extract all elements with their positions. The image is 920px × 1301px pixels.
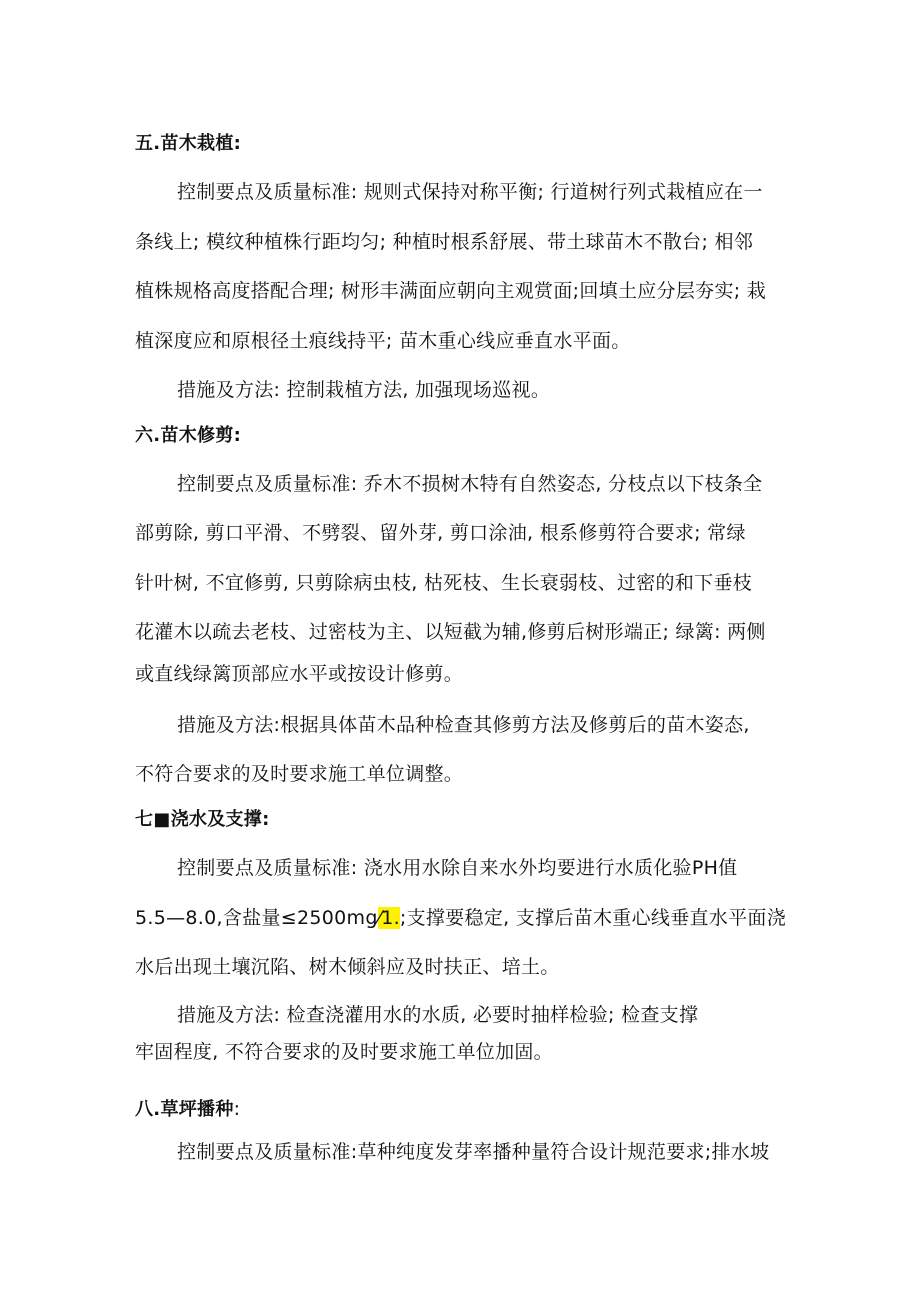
section-7-line-2-end: ;支撑要稳定, 支撑后苗木重心线垂直水平面浇 — [399, 907, 787, 929]
section-5-line-3: 植株规格高度搭配合理; 树形丰满面应朝向主观赏面;回填土应分层夯实; 栽 — [135, 280, 767, 302]
section-7-measures-1: 措施及方法: 检查浇灌用水的水质, 必要时抽样检验; 检查支撑 — [177, 1004, 699, 1026]
highlighted-text: ⁄1. — [377, 907, 400, 929]
section-6-line-4: 花灌木以疏去老枝、过密枝为主、以短截为辅,修剪后树形端正; 绿篱: 两侧 — [135, 621, 766, 643]
section-5-heading: 五.苗木栽植: — [135, 133, 242, 154]
section-6-line-1: 控制要点及质量标准: 乔木不损树木特有自然姿态, 分枝点以下枝条全 — [177, 473, 763, 495]
section-6-line-5: 或直线绿篱顶部应水平或按设计修剪。 — [135, 663, 464, 685]
section-7-line-2 — [135, 906, 786, 930]
section-7-line-2-start: 5.5—8.0,含盐量≤2500mg — [135, 907, 378, 929]
section-8-line-1: 控制要点及质量标准:草种纯度发芽率播种量符合设计规范要求;排水坡 — [177, 1141, 770, 1163]
section-6-measures-1: 措施及方法:根据具体苗木品种检查其修剪方法及修剪后的苗木姿态, — [177, 714, 750, 736]
section-5-line-2: 条线上; 模纹种植株行距均匀; 种植时根系舒展、带土球苗木不散台; 相邻 — [135, 231, 754, 253]
section-8-heading-colon: : — [233, 1098, 241, 1120]
section-8-heading — [135, 1097, 240, 1122]
section-5-line-1: 控制要点及质量标准: 规则式保持对称平衡; 行道树行列式栽植应在一 — [177, 181, 763, 203]
section-8-heading-title: 八.草坪播种 — [135, 1099, 234, 1120]
section-6-heading: 六.苗木修剪: — [135, 425, 242, 446]
section-5-line-4: 植深度应和原根径土痕线持平; 苗木重心线应垂直水平面。 — [135, 330, 631, 352]
section-7-line-3: 水后出现土壤沉陷、树木倾斜应及时扶正、培土。 — [135, 956, 560, 978]
section-6-line-3: 针叶树, 不宜修剪, 只剪除病虫枝, 枯死枝、生长衰弱枝、过密的和下垂枝 — [135, 572, 753, 594]
section-6-line-2: 部剪除, 剪口平滑、不劈裂、留外芽, 剪口涂油, 根系修剪符合要求; 常绿 — [135, 522, 746, 544]
section-7-heading: 七■浇水及支撑: — [135, 809, 270, 830]
section-6-measures-2: 不符合要求的及时要求施工单位调整。 — [135, 763, 464, 785]
section-7-measures-2: 牢固程度, 不符合要求的及时要求施工单位加固。 — [135, 1041, 553, 1063]
section-5-measures: 措施及方法: 控制栽植方法, 加强现场巡视。 — [177, 379, 551, 401]
section-7-line-1: 控制要点及质量标准: 浇水用水除自来水外均要进行水质化验PH值 — [177, 857, 738, 879]
